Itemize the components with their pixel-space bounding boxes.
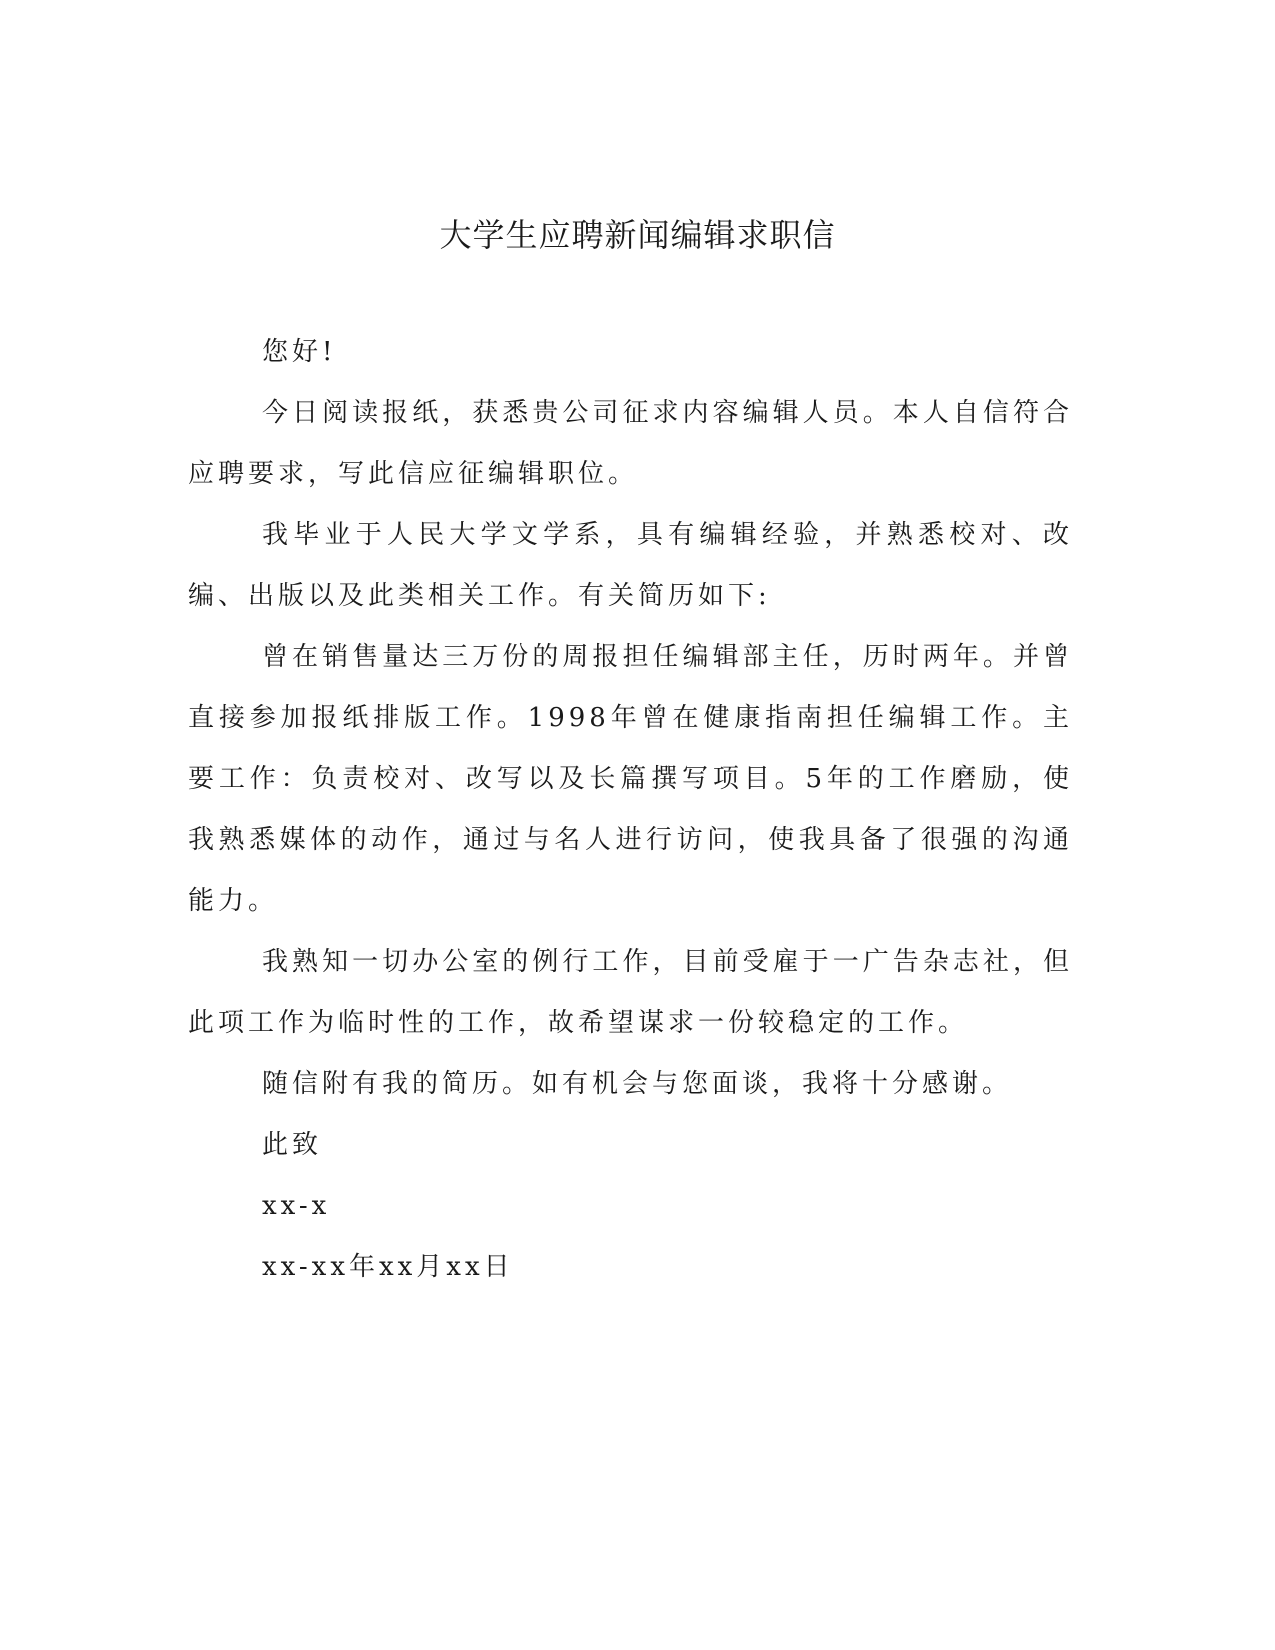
document-title: 大学生应聘新闻编辑求职信 <box>439 216 836 254</box>
date: xx-xx年xx月xx日 <box>262 1252 514 1282</box>
paragraph-current-job: 我熟知一切办公室的例行工作，目前受雇于一广告杂志社，但此项工作为临时性的工作，故希望谋求一份较稳定的工作。 <box>188 947 1073 1038</box>
paragraph-experience: 曾在销售量达三万份的周报担任编辑部主任，历时两年。并曾直接参加报纸排版工作。1998年曾在健康指南担任编辑工作。主要工作：负责校对、改写以及长篇撰写项目。5年的工作磨励，使我熟悉媒体的动作，通过与名人进行访问，使我具备了很强的沟通能力。 <box>188 642 1073 916</box>
paragraph-education: 我毕业于人民大学文学系，具有编辑经验，并熟悉校对、改编、出版以及此类相关工作。有关简历如下: <box>188 520 1073 611</box>
greeting: 您好! <box>262 337 337 367</box>
closing: 此致 <box>262 1130 323 1160</box>
paragraph-resume-note: 随信附有我的简历。如有机会与您面谈，我将十分感谢。 <box>262 1069 1013 1099</box>
letter-body <box>188 322 1073 1298</box>
paragraph-intro: 今日阅读报纸，获悉贵公司征求内容编辑人员。本人自信符合应聘要求，写此信应征编辑职位。 <box>188 398 1073 489</box>
signature: xx-x <box>262 1191 331 1221</box>
